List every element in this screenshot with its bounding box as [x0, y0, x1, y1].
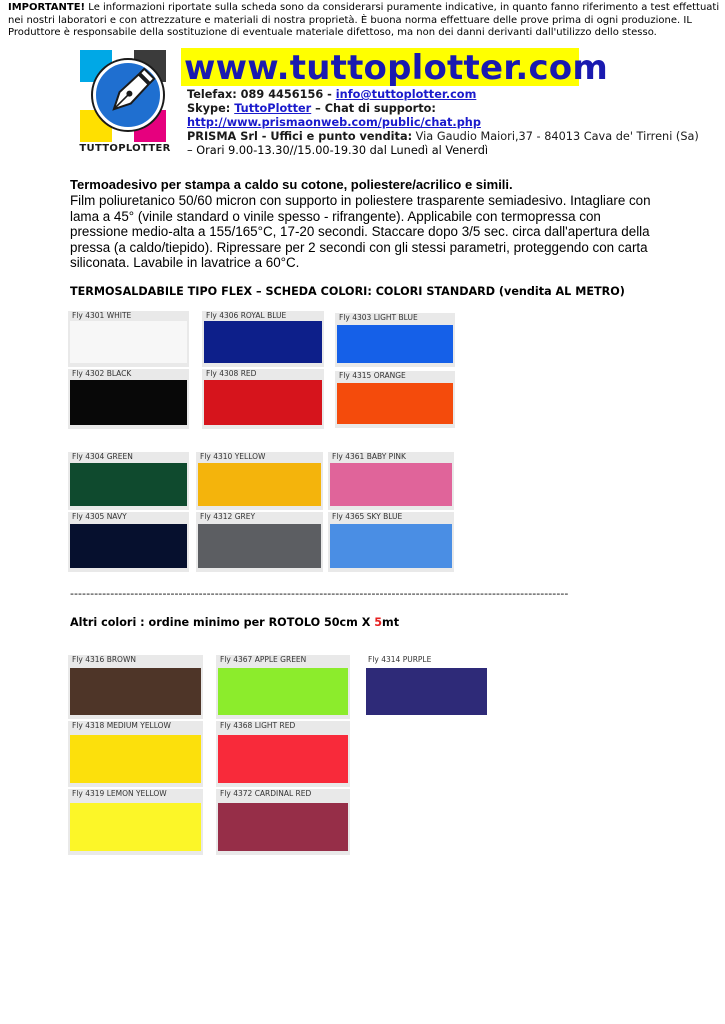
color-swatch: [70, 380, 187, 425]
swatch-label: Fly 4312 GREY: [200, 512, 256, 521]
skype-link[interactable]: TuttoPlotter: [234, 102, 312, 115]
minimum-length-value: 5: [374, 616, 383, 629]
chat-url-link[interactable]: http://www.prismaonweb.com/public/chat.php: [187, 116, 481, 129]
swatch-card: [328, 512, 454, 572]
company-address: Via Gaudio Maiori,37 - 84013 Cava de' Tirreni (Sa): [412, 130, 699, 143]
swatch-card: [68, 311, 189, 367]
swatch-card: [202, 369, 324, 429]
swatch-label: Fly 4367 APPLE GREEN: [220, 655, 307, 664]
pen-nib-icon: [93, 60, 163, 130]
color-swatch: [330, 463, 452, 506]
swatch-label: Fly 4368 LIGHT RED: [220, 721, 296, 730]
swatch-label: Fly 4319 LEMON YELLOW: [72, 789, 167, 798]
swatch-label: Fly 4361 BABY PINK: [332, 452, 406, 461]
swatch-card: [68, 655, 203, 719]
color-swatch: [218, 668, 348, 715]
color-swatch: [198, 524, 321, 568]
color-swatch: [218, 735, 348, 783]
swatch-card: [68, 512, 189, 572]
swatch-card: [328, 452, 454, 510]
swatch-label: Fly 4302 BLACK: [72, 369, 132, 378]
swatch-card: [216, 721, 350, 787]
company-logo: [76, 46, 174, 157]
color-swatch: [70, 803, 201, 851]
product-title: Termoadesivo per stampa a caldo su cotone, poliestere/acrilico e simili.: [70, 177, 513, 192]
swatch-label: Fly 4365 SKY BLUE: [332, 512, 403, 521]
swatch-label: Fly 4372 CARDINAL RED: [220, 789, 312, 798]
swatch-label: Fly 4308 RED: [206, 369, 257, 378]
notice-text: Le informazioni riportate sulla scheda sono da considerarsi puramente indicative, in quanto fanno riferimento a test effettuati nei nostri laboratori e con attrezzature e materiali di nostra proprietà. È buona norma effettuare delle prove prima di ogni produzione. IL Produttore è responsabile della sostituzione di eventuale materiale difettoso, ma non dei danni derivanti dall'utilizzo dello stesso.: [8, 2, 720, 38]
swatch-card: [364, 655, 489, 715]
site-url-link[interactable]: www.tuttoplotter.com: [184, 48, 608, 88]
other-colors-heading: [70, 616, 399, 629]
color-swatch: [70, 668, 201, 715]
skype-separator: :: [225, 102, 235, 115]
other-colors-heading-text: Altri colori : ordine minimo per ROTOLO 50cm X: [70, 616, 375, 629]
swatch-card: [216, 789, 350, 855]
telefax-label: Telefax: 089 4456156 -: [187, 88, 336, 101]
swatch-label: Fly 4304 GREEN: [72, 452, 133, 461]
color-swatch: [337, 325, 453, 363]
swatch-card: [196, 512, 323, 572]
swatch-card: [68, 789, 203, 855]
notice-label: IMPORTANTE!: [8, 2, 86, 13]
swatch-label: Fly 4310 YELLOW: [200, 452, 266, 461]
opening-hours: – Orari 9.00-13.30//15.00-19.30 dal Lunedì al Venerdì: [187, 144, 489, 157]
color-swatch: [218, 803, 348, 851]
minimum-length-unit: mt: [382, 616, 400, 629]
swatch-card: [202, 311, 324, 367]
chat-label: – Chat di supporto:: [311, 102, 436, 115]
swatch-label: Fly 4303 LIGHT BLUE: [339, 313, 418, 322]
color-swatch: [330, 524, 452, 568]
swatch-label: Fly 4318 MEDIUM YELLOW: [72, 721, 171, 730]
color-swatch: [366, 668, 487, 715]
swatch-label: Fly 4314 PURPLE: [368, 655, 432, 664]
offices-label: - Uffici e punto vendita:: [257, 130, 413, 143]
color-swatch: [70, 524, 187, 568]
color-swatch: [204, 321, 322, 363]
swatch-card: [216, 655, 350, 719]
skype-line: [187, 101, 436, 116]
skype-label: Skype: [187, 102, 226, 115]
swatch-card: [335, 371, 455, 428]
telefax-line: [187, 87, 476, 102]
swatch-card: [196, 452, 323, 510]
standard-colors-heading: TERMOSALDABILE TIPO FLEX – SCHEDA COLORI: COLORI STANDARD (vendita AL METRO): [70, 285, 625, 298]
company-name: PRISMA Srl: [187, 130, 258, 143]
swatch-label: Fly 4301 WHITE: [72, 311, 132, 320]
swatch-label: Fly 4305 NAVY: [72, 512, 127, 521]
logo-brand-name: TUTTOPLOTTER: [79, 143, 171, 154]
disclaimer-notice: [8, 2, 723, 40]
color-swatch: [70, 321, 187, 363]
swatch-label: Fly 4306 ROYAL BLUE: [206, 311, 287, 320]
email-link[interactable]: info@tuttoplotter.com: [335, 88, 477, 101]
swatch-label: Fly 4316 BROWN: [72, 655, 136, 664]
company-address-line: [187, 129, 699, 144]
color-swatch: [337, 383, 453, 424]
color-swatch: [70, 735, 201, 783]
color-swatch: [198, 463, 321, 506]
section-divider: ----------------------------------------------------------------------------------------------------------------------------: [70, 587, 569, 600]
swatch-card: [68, 369, 189, 429]
swatch-label: Fly 4315 ORANGE: [339, 371, 406, 380]
color-swatch: [70, 463, 187, 506]
chat-url-line: [187, 115, 481, 130]
swatch-card: [335, 313, 455, 367]
swatch-card: [68, 452, 189, 510]
swatch-card: [68, 721, 203, 787]
color-swatch: [204, 380, 322, 425]
product-description: Film poliuretanico 50/60 micron con supporto in poliestere trasparente semiadesivo. Intagliare con lama a 45° (vinile standard o vinile spesso - rifrangente). Applicabile con termopressa con pressione medio-alta a 155/165°C, 17-20 secondi. Staccare dopo 3/5 sec. circa dall'apertura della pressa (a caldo/tiepido). Ripressare per 2 secondi con gli stessi parametri, proteggendo con carta siliconata. Lavabile in lavatrice a 60°C.: [70, 193, 651, 271]
